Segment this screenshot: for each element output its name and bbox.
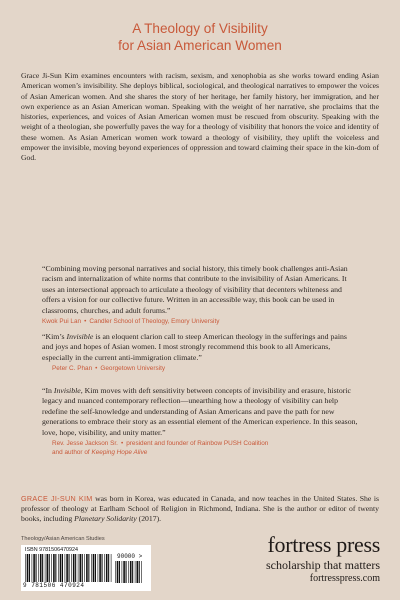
barcode-stripe	[141, 561, 142, 583]
barcode-stripe	[25, 554, 26, 582]
barcode-stripe	[58, 554, 59, 582]
barcode-stripe	[47, 554, 49, 582]
endorser-affiliation-line-2: and author of Keeping Hope Alive	[52, 448, 148, 456]
barcode-stripe	[119, 561, 120, 583]
author-name: GRACE JI-SUN KIM	[21, 494, 93, 503]
barcode-stripe	[45, 554, 46, 582]
endorsement-text: “Kim’s Invisible is an eloquent clarion call to steep American theology in the sufferings and pains and joys and hopes of Asian women. I most strongly recommend this book to all Americans, especially in the current anti-immigration climate.”	[42, 332, 347, 362]
barcode-stripe	[91, 554, 92, 582]
endorser-name: Peter C. Phan	[52, 365, 93, 373]
barcode-stripe	[69, 554, 70, 582]
barcode-stripe	[65, 554, 66, 582]
barcode-stripe	[95, 554, 96, 582]
barcode-stripe	[82, 554, 83, 582]
endorsement-attribution: Kwok Pui Lan • Candler School of Theology, Emory University	[42, 318, 220, 326]
barcode-stripe	[117, 561, 119, 583]
publisher-name: fortress press	[267, 532, 380, 557]
barcode-stripe	[38, 554, 39, 582]
headline-line-1: A Theology of Visibility	[132, 21, 268, 36]
category-label: Theology/Asian American Studies	[21, 536, 105, 542]
barcode-stripe	[104, 554, 105, 582]
barcode-stripe	[80, 554, 82, 582]
ean-digits: 9 781506 470924	[23, 582, 85, 589]
endorsement-kwok	[42, 264, 360, 327]
barcode-stripe	[29, 554, 30, 582]
barcode-stripe	[139, 561, 140, 583]
barcode-stripe	[111, 554, 112, 582]
barcode-bars	[25, 554, 113, 582]
barcode-stripe	[99, 554, 101, 582]
barcode-stripe	[42, 554, 43, 582]
barcode-stripe	[130, 561, 132, 583]
barcode-stripe	[75, 554, 76, 582]
barcode-stripe	[66, 554, 68, 582]
barcode-stripe	[108, 554, 109, 582]
barcode-stripe	[115, 561, 116, 583]
endorsement-attribution: Rev. Jesse Jackson Sr. • president and founder of Rainbow PUSH Coalition and author of Keeping Hope Alive	[52, 440, 269, 456]
isbn-label: ISBN 9781506470924	[25, 547, 79, 553]
author-bio: GRACE JI-SUN KIM was born in Korea, was educated in Canada, and now teaches in the United States. She is professor of theology at Earlham School of Religion in Richmond, Indiana. She is the author or editor of twenty books, including Planetary Solidarity (2017).	[21, 494, 379, 524]
barcode-stripe	[36, 554, 37, 582]
barcode-stripe	[132, 561, 133, 583]
publisher-website: fortresspress.com	[309, 573, 380, 584]
isbn-barcode	[21, 545, 151, 591]
barcode-stripe	[106, 554, 108, 582]
barcode-stripe	[93, 554, 95, 582]
endorser-affiliation: Georgetown University	[100, 365, 166, 373]
publisher-tagline: scholarship that matters	[266, 558, 380, 572]
barcode-stripe	[62, 554, 63, 582]
barcode-stripe	[55, 554, 56, 582]
barcode-stripe	[86, 554, 88, 582]
barcode-stripe	[27, 554, 29, 582]
barcode-stripe	[88, 554, 89, 582]
barcode-stripe	[53, 554, 55, 582]
addon-barcode-bars	[115, 561, 145, 583]
endorser-name: Rev. Jesse Jackson Sr.	[52, 440, 118, 448]
barcode-stripe	[123, 561, 125, 583]
endorsement-text: “In Invisible, Kim moves with deft sensitivity between concepts of invisibility and erasure, historic legacy and nuanced contemporary reflection—unearthing how a theology of visibility can help redefine the self-knowledge and understanding of Asian Americans and pave the path for new generations to embrace their story as an essential element of the American experience. In this season, love, hope, visibility, and unity matter.”	[42, 386, 358, 437]
barcode-stripe	[40, 554, 42, 582]
headline-line-2: for Asian American Women	[118, 38, 282, 53]
price-code: 90000 >	[117, 553, 143, 560]
barcode-stripe	[60, 554, 62, 582]
book-description: Grace Ji-Sun Kim examines encounters with racism, sexism, and xenophobia as she works toward ending Asian American women’s invisibility. She deploys biblical, sociological, and theological narratives to empower the voices of Asian American women. And she shares the story of her heritage, her family history, her immigration, and her own experience as an Asian American woman. Speaking with the weight of her narrative, she proclaims that the histories, experiences, and voices of Asian American women must be rescued from obscurity. Speaking with the weight of a theologian, she powerfully paves the way for a theology of visibility that honors the voice and identity of these women. As Asian American women work toward a theology of visibility, they uplift the voiceless and empower the invisible, moving beyond experiences of oppression and toward claiming their space in the kin-dom of God.	[21, 71, 379, 163]
barcode-stripe	[84, 554, 85, 582]
barcode-stripe	[33, 554, 35, 582]
barcode-stripe	[102, 554, 103, 582]
endorser-affiliation: president and founder of Rainbow PUSH Coalition	[126, 440, 269, 448]
endorser-name: Kwok Pui Lan	[42, 318, 82, 326]
endorsement-phan	[42, 332, 360, 374]
barcode-stripe	[126, 561, 127, 583]
barcode-stripe	[98, 554, 99, 582]
barcode-stripe	[32, 554, 33, 582]
endorsement-attribution: Peter C. Phan • Georgetown University	[52, 365, 166, 373]
barcode-stripe	[135, 561, 136, 583]
barcode-stripe	[122, 561, 123, 583]
barcode-stripe	[51, 554, 52, 582]
back-cover-headline	[0, 20, 400, 54]
barcode-stripe	[78, 554, 79, 582]
endorsement-text: “Combining moving personal narratives and social history, this timely book challenges anti-Asian racism and internalization of white norms that contribute to the invisibility of Asian Americans. It uses an intersectional approach to articulate a theology of visibility that decenters whiteness and offers a vision for our collective future. Written in an accessible way, this book can be used in classrooms, churches, and adult forums.”	[42, 264, 348, 315]
barcode-stripe	[73, 554, 75, 582]
barcode-stripe	[128, 561, 129, 583]
barcode-stripe	[71, 554, 72, 582]
endorser-affiliation: Candler School of Theology, Emory University	[89, 318, 220, 326]
barcode-stripe	[137, 561, 139, 583]
endorsement-jackson	[42, 386, 360, 457]
barcode-stripe	[49, 554, 50, 582]
publisher-block	[266, 534, 380, 585]
